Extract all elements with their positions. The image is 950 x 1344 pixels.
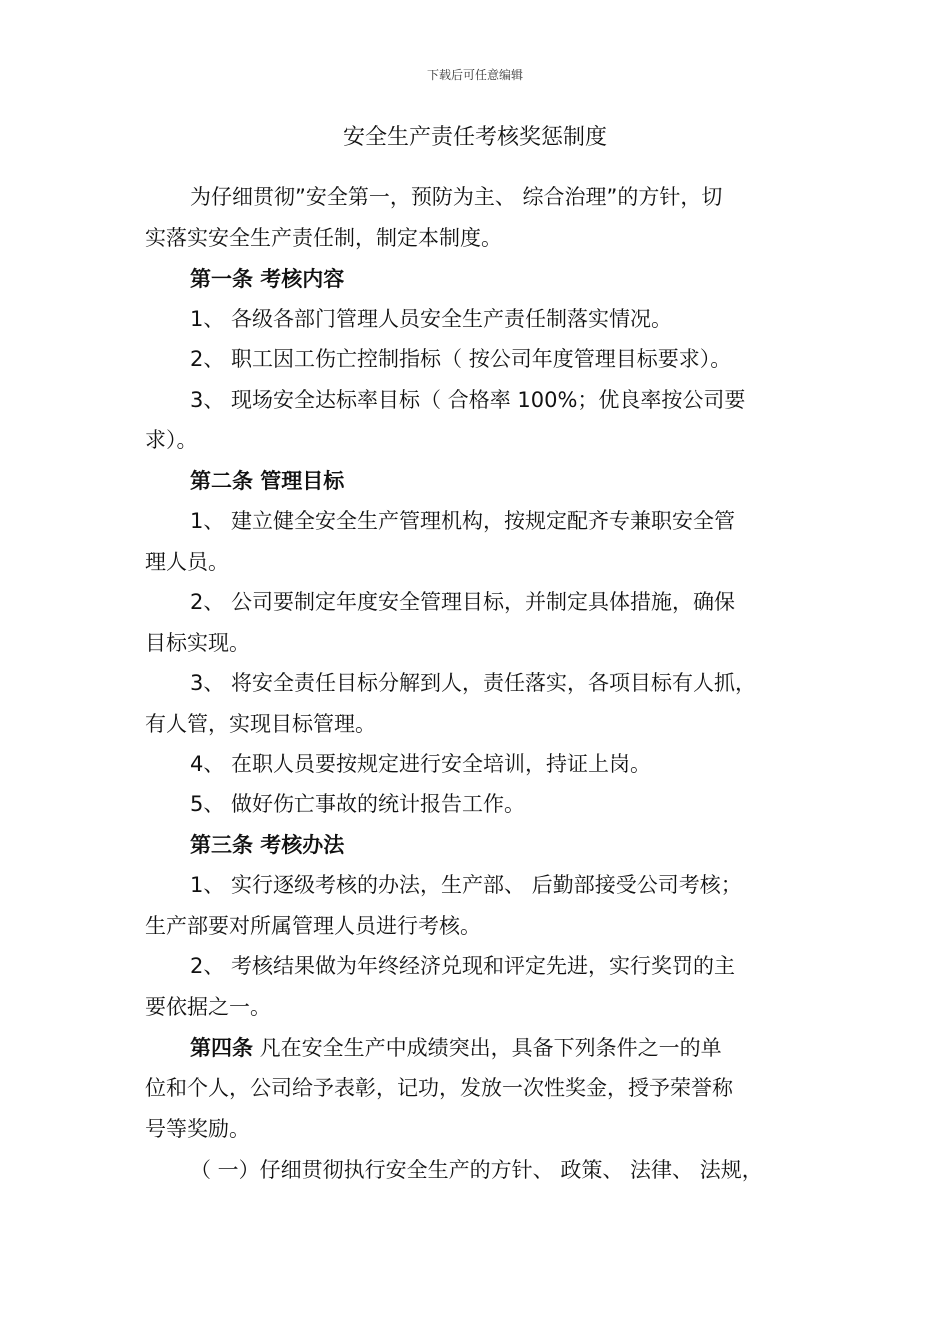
paragraph-line: 有人管，实现目标管理。 — [145, 712, 376, 736]
paragraph-line — [190, 1028, 810, 1068]
section-heading: 第三条 考核办法 — [190, 833, 345, 857]
section-heading: 第四条 — [190, 1036, 253, 1060]
paragraph-line: 位和个人，公司给予表彰，记功，发放一次性奖金，授予荣誉称 — [145, 1076, 733, 1100]
list-item: 3、 将安全责任目标分解到人，责任落实，各项目标有人抓， — [190, 671, 757, 695]
paragraph-line: 为仔细贯彻”安全第一，预防为主、 综合治理”的方针，切 — [190, 185, 723, 209]
paragraph-line: 生产部要对所属管理人员进行考核。 — [145, 914, 481, 938]
section-heading: 第一条 考核内容 — [190, 267, 345, 291]
list-item: （ 一）仔细贯彻执行安全生产的方针、 政策、 法律、 法规， — [190, 1158, 763, 1182]
list-item: 4、 在职人员要按规定进行安全培训，持证上岗。 — [190, 752, 652, 776]
list-item: 3、 现场安全达标率目标（ 合格率 100%；优良率按公司要 — [190, 388, 746, 412]
list-item: 1、 建立健全安全生产管理机构，按规定配齐专兼职安全管 — [190, 509, 736, 533]
list-item: 2、 考核结果做为年终经济兑现和评定先进，实行奖罚的主 — [190, 954, 736, 978]
list-item: 5、 做好伤亡事故的统计报告工作。 — [190, 792, 526, 816]
section-heading: 第二条 管理目标 — [190, 469, 345, 493]
list-item: 2、 公司要制定年度安全管理目标，并制定具体措施，确保 — [190, 590, 736, 614]
list-item: 1、 各级各部门管理人员安全生产责任制落实情况。 — [190, 307, 673, 331]
paragraph-line: 目标实现。 — [145, 631, 250, 655]
list-item: 1、 实行逐级考核的办法，生产部、 后勤部接受公司考核； — [190, 873, 742, 897]
paragraph-line: 号等奖励。 — [145, 1117, 250, 1141]
document-title: 安全生产责任考核奖惩制度 — [342, 125, 607, 150]
paragraph-line: 理人员。 — [145, 550, 229, 574]
paragraph-text: 凡在安全生产中成绩突出，具备下列条件之一的单 — [253, 1036, 722, 1060]
paragraph-line: 实落实安全生产责任制，制定本制度。 — [145, 226, 502, 250]
paragraph-line: 求）。 — [145, 428, 198, 452]
page-header: 下载后可任意编辑 — [426, 68, 523, 82]
list-item: 2、 职工因工伤亡控制指标（ 按公司年度管理目标要求）。 — [190, 347, 732, 371]
paragraph-line: 要依据之一。 — [145, 995, 271, 1019]
